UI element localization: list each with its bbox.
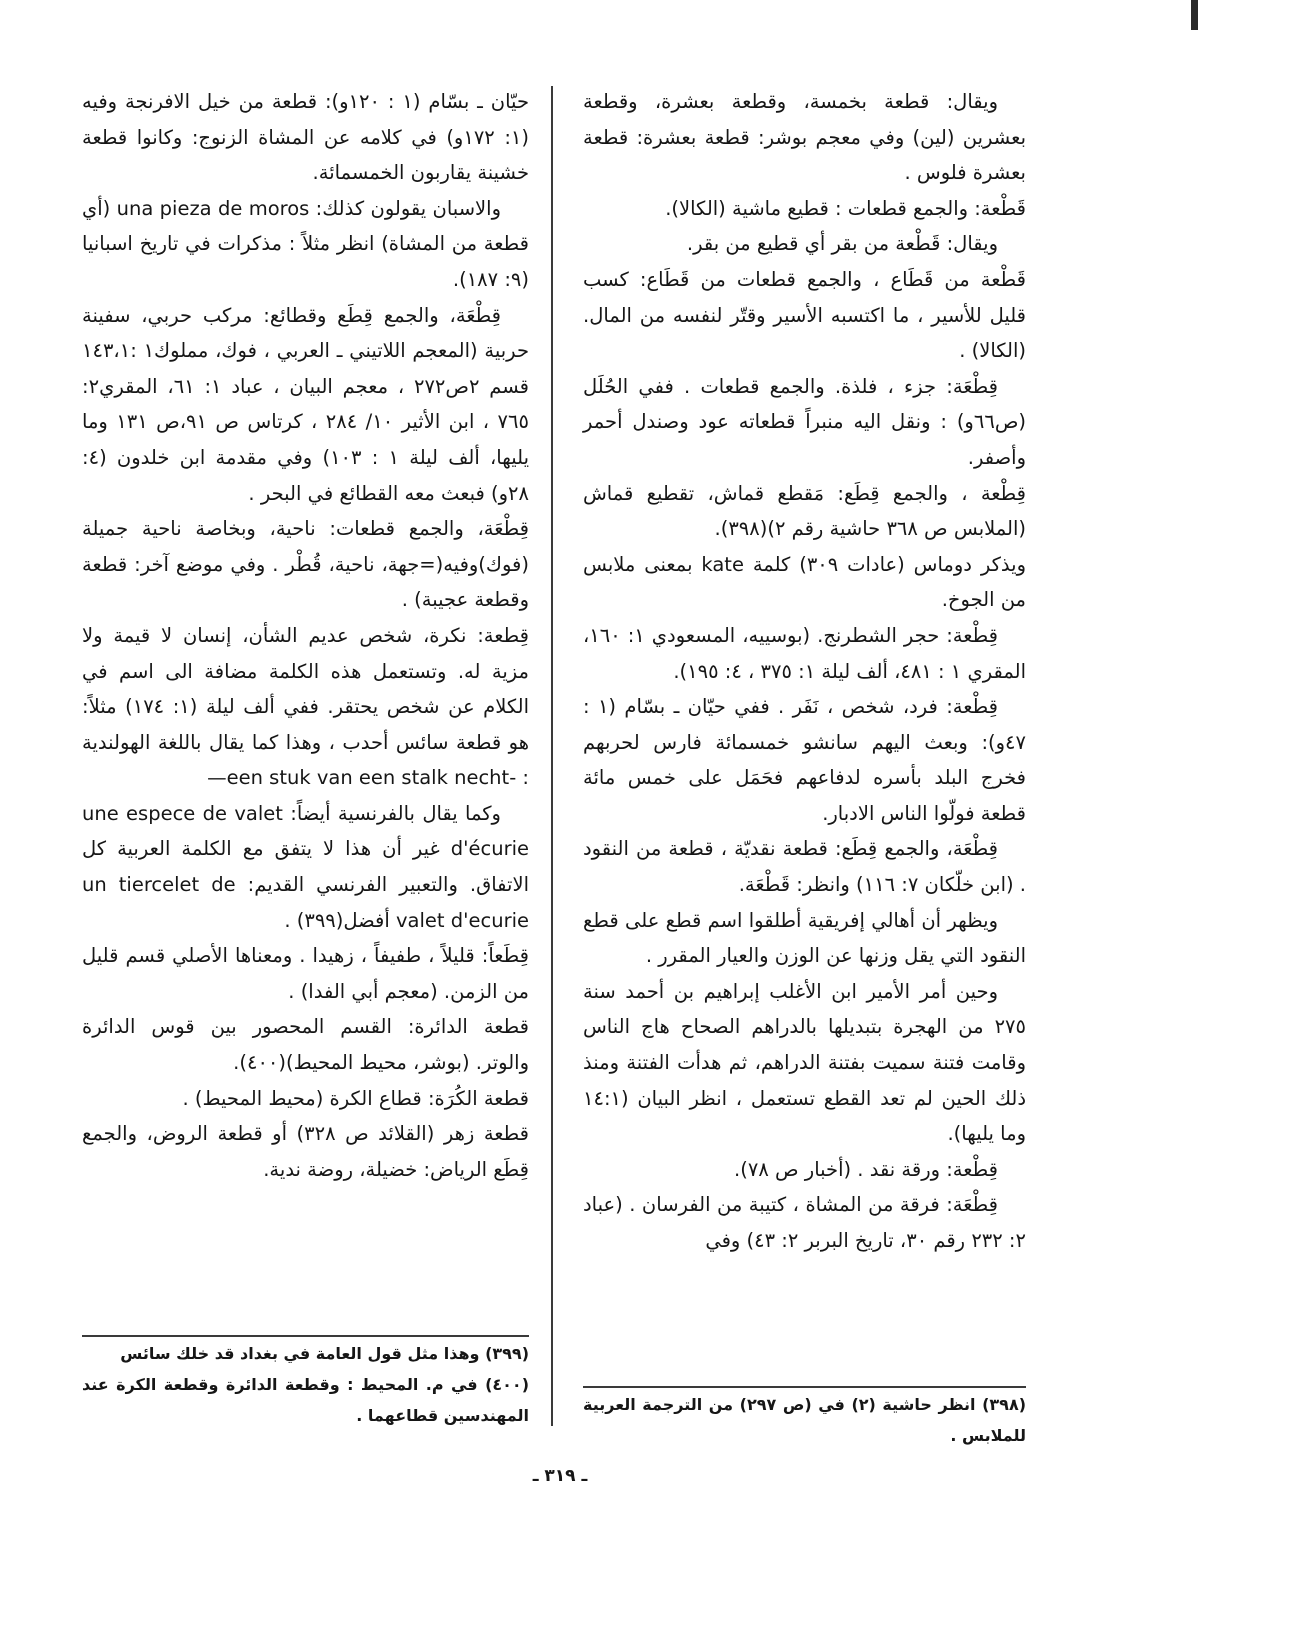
entry-paragraph: قِطْعة: فرد، شخص ، نَفَر . ففي حيّان ـ بسّام (١ : ٤٧و): وبعث اليهم سانشو خمسمائة فارس لحربهم فخرج البلد بأسره لدفاعهم فحَمَل على خمس مائة قطعة فولّوا الناس الادبار.	[583, 695, 1026, 825]
entry-paragraph: ويذكر دوماس (عادات ٣٠٩) كلمة kate بمعنى ملابس من الجوخ.	[583, 552, 1026, 612]
footnote: (٤٠٠) في م. المحيط : وقطعة الدائرة وقطعة الكرة عند المهندسين قطاعهما .	[82, 1375, 529, 1425]
footnote: (٣٩٩) وهذا مثل قول العامة في بغداد قد خلك سائس	[120, 1344, 529, 1363]
entry-paragraph: قِطْعة: ورقة نقد . (أخبار ص ٧٨).	[734, 1157, 998, 1181]
entry-paragraph: قطعة زهر (القلائد ص ٣٢٨) أو قطعة الروض، والجمع قِطَع الرياض: خضيلة، روضة ندية.	[82, 1122, 529, 1181]
left-column	[82, 84, 529, 1187]
entry-paragraph: قِطْعَة: فرقة من المشاة ، كتيبة من الفرسان . (عباد ٢: ٢٣٢ رقم ٣٠، تاريخ البربر ٢: ٤٣) وفي	[583, 1193, 1026, 1252]
footnotes-left	[82, 1338, 529, 1431]
entry-paragraph: حيّان ـ بسّام (١ : ١٢٠و): قطعة من خيل الافرنجة وفيه (١: ١٧٢و) في كلامه عن المشاة الزنوج: وكانوا قطعة خشينة يقاربون الخمسمائة.	[82, 90, 529, 185]
entry-paragraph: قِطْعَة، والجمع قطعات: ناحية، وبخاصة ناحية جميلة (فوك)وفيه(=جهة، ناحية، قُطْر . وفي موضع آخر: قطعة وقطعة عجيبة) .	[82, 517, 529, 612]
column-divider	[551, 86, 553, 1426]
entry-paragraph: قِطْعَة، والجمع قِطَع: قطعة نقديّة ، قطعة من النقود . (ابن خلّكان ٧: ١١٦) وانظر: قَطْعَة.	[583, 837, 1026, 897]
entry-paragraph: وكما يقال بالفرنسية أيضاً: une espece de valet d'écurie غير أن هذا لا يتفق مع الكلمة العربية كل الاتفاق. والتعبير الفرنسي القديم: un tiercelet de valet d'ecurie أفضل(٣٩٩) .	[82, 801, 530, 932]
footnote: (٣٩٨) انظر حاشية (٢) في (ص ٢٩٧) من الترجمة العربية للملابس .	[583, 1395, 1027, 1445]
right-column	[583, 84, 1026, 1259]
entry-paragraph: ويقال: قَطْعة من بقر أي قطيع من بقر.	[686, 232, 998, 256]
entry-paragraph: قطعة الدائرة: القسم المحصور بين قوس الدائرة والوتر. (بوشر، محيط المحيط)(٤٠٠).	[82, 1015, 529, 1075]
entry-paragraph: ويظهر أن أهالي إفريقية أطلقوا اسم قطع على قطع النقود التي يقل وزنها عن الوزن والعيار المقرر .	[583, 908, 1026, 968]
entry-paragraph: قِطعة: نكرة، شخص عديم الشأن، إنسان لا قيمة ولا مزية له. وتستعمل هذه الكلمة مضافة الى اسم في الكلام عن شخص يحتقر. ففي ألف ليلة (١: ١٧٤) مثلاً: هو قطعة سائس أحدب ، وهذا كما يقال باللغة الهولندية : -een stuk van een stalk necht—	[82, 623, 529, 790]
footnote-rule-right	[583, 1386, 1026, 1388]
entry-paragraph: ويقال: قطعة بخمسة، وقطعة بعشرة، وقطعة بعشرين (لين) وفي معجم بوشر: قطعة بعشرة: قطعة بعشرة فلوس .	[583, 90, 1026, 185]
page-number: ـ ٣١٩ ـ	[532, 1466, 588, 1486]
entry-paragraph: قَطْعة من قَطَاع ، والجمع قطعات من قَطَاع: كسب قليل للأسير ، ما اكتسبه الأسير وقتّر لنفسه من المال. (الكالا) .	[583, 267, 1026, 363]
entry-paragraph: قِطْعَة: جزء ، فلذة. والجمع قطعات . ففي الحُلَل (ص٦٦و) : ونقل اليه منبراً قطعاته عود وصندل أحمر وأصفر.	[583, 374, 1026, 469]
scan-edge-mark	[1191, 0, 1198, 30]
entry-paragraph: قِطَعاً: قليلاً ، طفيفاً ، زهيدا . ومعناها الأصلي قسم قليل من الزمن. (معجم أبي الفدا) .	[82, 944, 529, 1003]
footnotes-right	[583, 1389, 1026, 1451]
entry-paragraph: قِطْعة ، والجمع قِطَع: مَقطع قماش، تقطيع قماش (الملابس ص ٣٦٨ حاشية رقم ٢)(٣٩٨).	[583, 481, 1026, 541]
entry-paragraph: قِطْعَة، والجمع قِطَع وقطائع: مركب حربي، سفينة حربية (المعجم اللاتيني ـ العربي ، فوك، مملوك١ :١٤٣،١ قسم ٢ص٢٧٢ ، معجم البيان ، عباد ١: ٦١، المقري٢: ٧٦٥ ، ابن الأثير ١٠/ ٢٨٤ ، كرتاس ص ٩١،ص ١٣١ وما يليها، ألف ليلة ١ : ١٠٣) وفي مقدمة ابن خلدون (٤: ٢٨و) فبعث معه القطائع في البحر .	[82, 303, 529, 505]
entry-paragraph: قَطْعة: والجمع قطعات : قطيع ماشية (الكالا).	[665, 196, 1026, 220]
entry-paragraph: وحين أمر الأمير ابن الأغلب إبراهيم بن أحمد سنة ٢٧٥ من الهجرة بتبديلها بالدراهم الصحاح هاج الناس وقامت فتنة سميت بفتنة الدراهم، ثم هدأت الفتنة ومنذ ذلك الحين لم تعد القطع تستعمل ، انظر البيان (١٤:١ وما يليها).	[583, 979, 1026, 1146]
entry-paragraph: قطعة الكُرَة: قطاع الكرة (محيط المحيط) .	[182, 1086, 529, 1110]
entry-paragraph: والاسبان يقولون كذلك: una pieza de moros (أي قطعة من المشاة) انظر مثلاً : مذكرات في تاريخ اسبانيا (٩: ١٨٧).	[82, 196, 529, 291]
footnote-rule-left	[82, 1335, 529, 1337]
entry-paragraph: قِطْعة: حجر الشطرنج. (بوسييه، المسعودي ١: ١٦٠، المقري ١ : ٤٨١، ألف ليلة ١: ٣٧٥ ، ٤: ١٩٥).	[583, 623, 1026, 683]
